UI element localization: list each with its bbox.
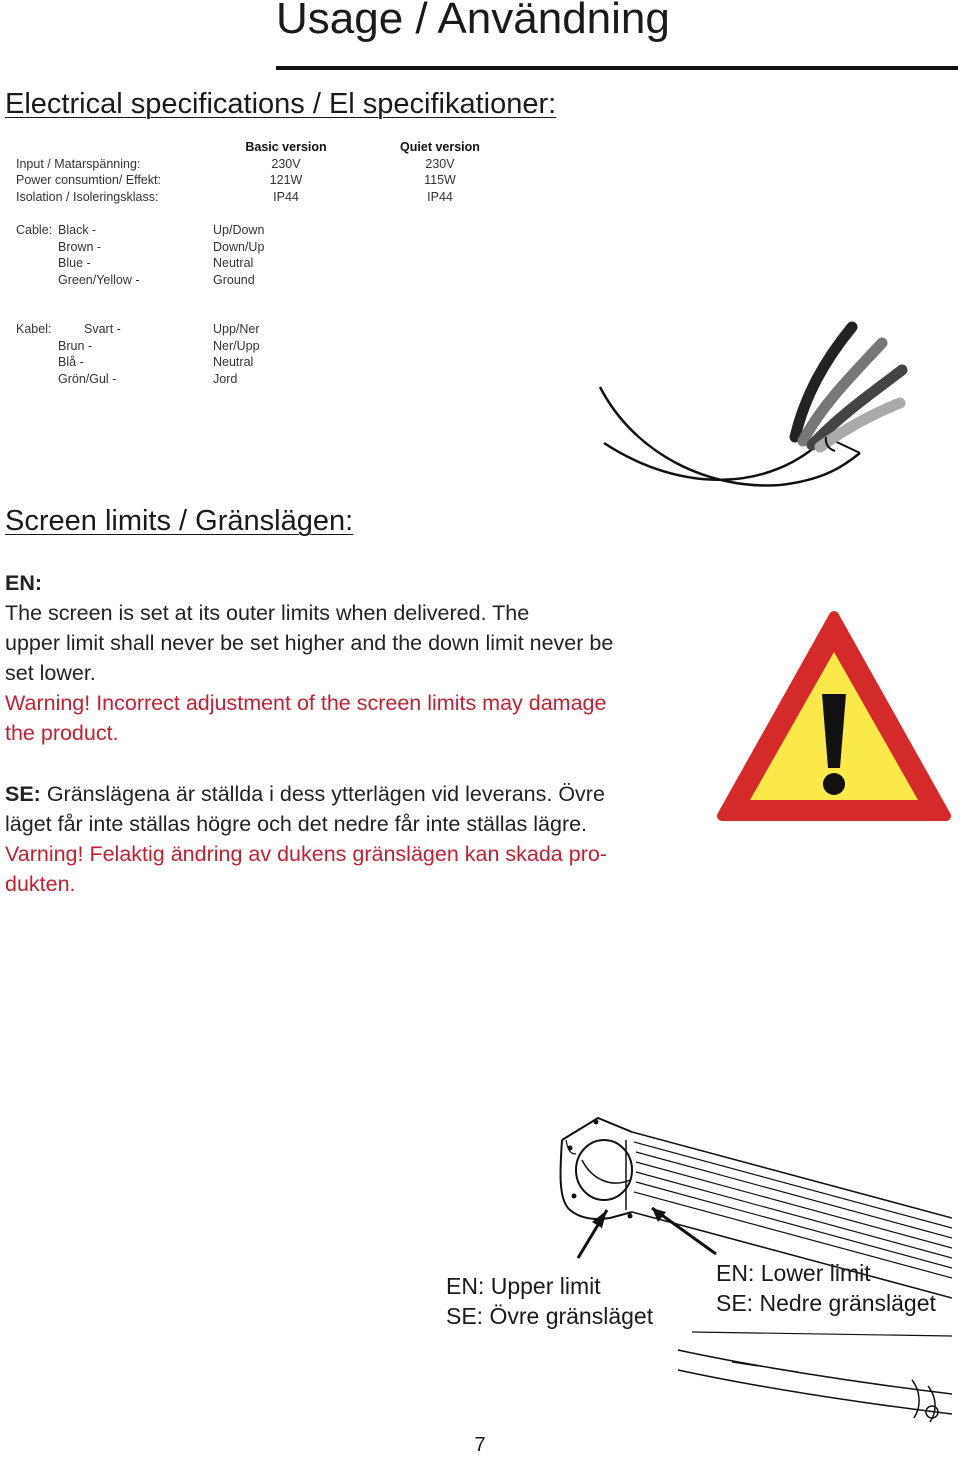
wire-color: Brown - [58,239,102,254]
cable-se-lead: Kabel: [16,322,52,336]
limits-en-line: The screen is set at its outer limits when delivered. The [5,601,530,625]
wire-function: Upp/Ner [213,322,260,336]
callout-upper-limit [446,1271,653,1331]
wire-color: Blue - [58,256,91,271]
limits-se-line: Gränslägena är ställda i dess ytterlägen vid leverans. Övre [46,782,605,806]
spec-value: IP44 [273,189,299,204]
callout-lower-se: SE: Nedre gränsläget [716,1290,936,1316]
column-header-basic: Basic version [245,140,327,154]
limits-en-warning: the product. [5,721,119,745]
spec-value: 121W [269,173,303,188]
callout-lower-en: EN: Lower limit [716,1260,871,1286]
wire-color: Brun - [58,338,93,353]
column-header-quiet: Quiet version [400,140,480,154]
cable-se-functions [213,321,363,387]
wire-function: Ner/Upp [213,338,260,353]
spec-value: 230V [425,156,455,171]
limits-se-warning: dukten. [5,872,76,896]
limits-heading: Screen limits / Gränslägen: [5,505,354,537]
callout-upper-en: EN: Upper limit [446,1273,601,1299]
limits-en-line: set lower. [5,661,96,685]
electrical-heading: Electrical specifications / El specifikationer: [5,88,557,120]
cable-en-lead: Cable: [16,223,53,237]
wire-color: Svart - [84,322,121,336]
cable-se-colors [58,321,208,387]
wire-function: Neutral [213,256,254,271]
cable-en-colors [58,222,208,288]
cable-illustration [590,315,920,495]
page-title: Usage / Användning [276,0,670,43]
page-number: 7 [474,1434,486,1456]
wire-color: Blå - [58,355,84,370]
callout-upper-se: SE: Övre gränsläget [446,1303,654,1329]
limits-en-line: upper limit shall never be set higher and the down limit never be [5,631,614,655]
spec-labels [16,139,216,205]
limits-se-line: läget får inte ställas högre och det nedre får inte ställas lägre. [5,812,588,836]
spec-column-quiet [386,139,494,205]
wire-function: Down/Up [213,239,265,254]
cable-en-functions [213,222,363,288]
wire-color: Black - [58,223,97,237]
wire-function: Ground [213,272,255,287]
spec-label: Power consumtion/ Effekt: [16,173,161,188]
spec-value: 230V [271,156,301,171]
language-label-se: SE: [5,782,41,806]
limits-en-warning: Warning! Incorrect adjustment of the screen limits may damage [5,691,607,715]
wire-function: Up/Down [213,223,265,237]
language-label-en: EN: [5,571,43,595]
wire-color: Green/Yellow - [58,272,140,287]
spec-value: 115W [424,173,456,188]
spec-value: IP44 [427,189,453,204]
limits-en-block [5,568,705,748]
wire-color: Grön/Gul - [58,371,117,386]
spec-column-basic [234,139,338,205]
wire-function: Jord [213,371,238,386]
limits-se-warning: Varning! Felaktig ändring av dukens gränslägen kan skada pro- [5,842,607,866]
spec-label: Isolation / Isoleringsklass: [16,189,159,204]
callout-lower-limit [716,1258,936,1318]
warning-triangle-icon [716,608,952,824]
spec-label: Input / Matarspänning: [16,156,141,171]
limits-se-block [5,779,705,899]
title-rule [276,66,958,70]
wire-function: Neutral [213,355,254,370]
